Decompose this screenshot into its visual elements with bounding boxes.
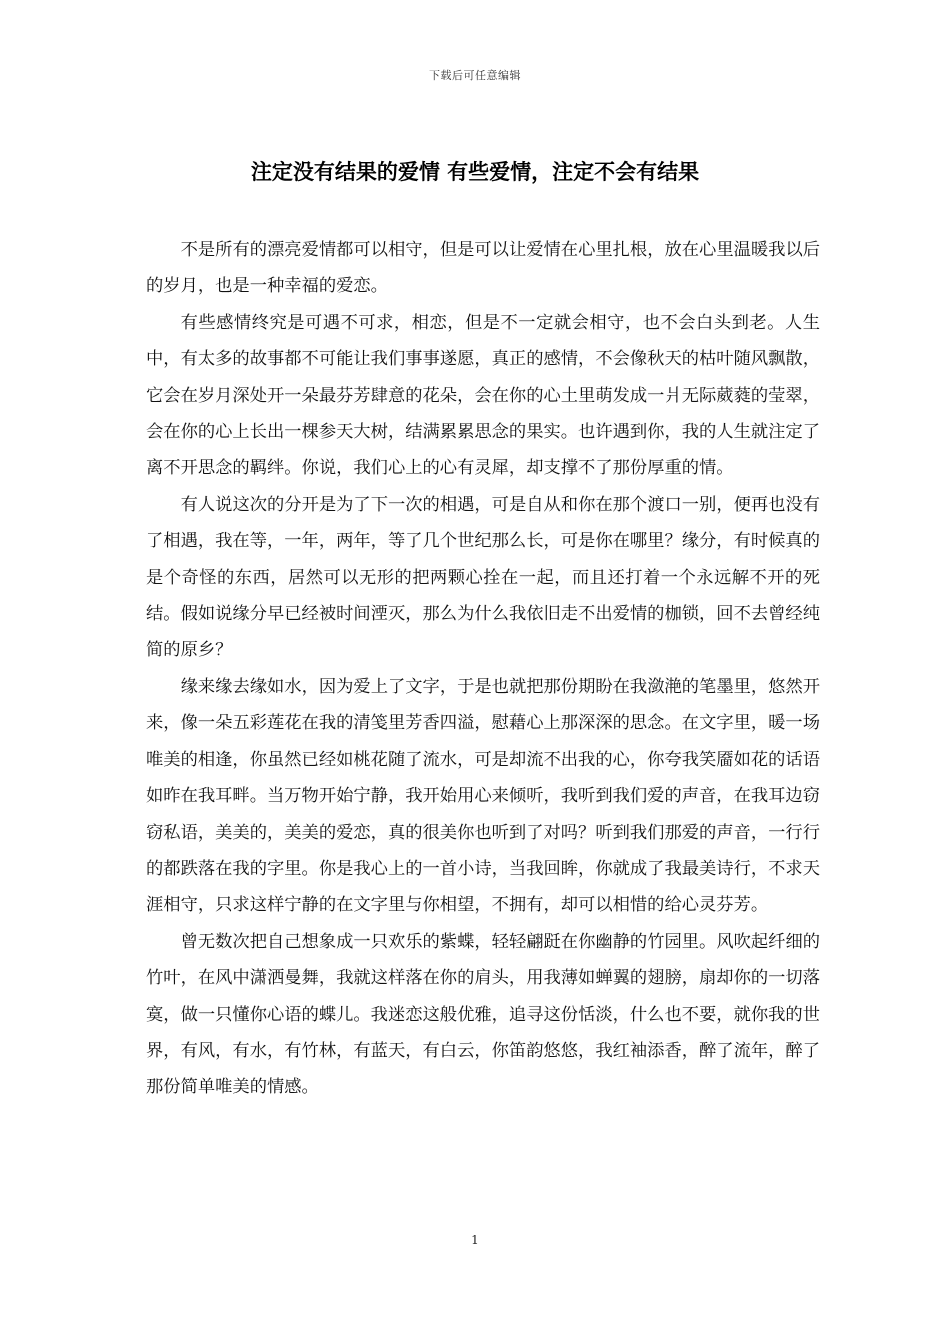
paragraph-2: 有些感情终究是可遇不可求，相恋，但是不一定就会相守，也不会白头到老。人生中，有太多的故事都不可能让我们事事遂愿，真正的感情，不会像秋天的枯叶随风飘散，它会在岁月深处开一朵最芬芳肆意的花朵，会在你的心土里萌发成一爿无际葳蕤的莹翠，会在你的心上长出一棵参天大树，结满累累思念的果实。也许遇到你，我的人生就注定了离不开思念的羁绊。你说，我们心上的心有灵犀，却支撑不了那份厚重的情。 xyxy=(146,312,820,479)
paragraph-3: 有人说这次的分开是为了下一次的相遇，可是自从和你在那个渡口一别，便再也没有了相遇，我在等，一年，两年，等了几个世纪那么长，可是你在哪里？缘分，有时候真的是个奇怪的东西，居然可以无形的把两颗心拴在一起，而且还打着一个永远解不开的死结。假如说缘分早已经被时间湮灭，那么为什么我依旧走不出爱情的枷锁，回不去曾经纯简的原乡？ xyxy=(146,494,821,661)
paragraph-5: 曾无数次把自己想象成一只欢乐的紫蝶，轻轻翩跹在你幽静的竹园里。风吹起纤细的竹叶，在风中潇洒曼舞，我就这样落在你的肩头，用我薄如蝉翼的翅膀，扇却你的一切落寞，做一只懂你心语的蝶儿。我迷恋这般优雅，追寻这份恬淡，什么也不要，就你我的世界，有风，有水，有竹林，有蓝天，有白云，你笛韵悠悠，我红袖添香，醉了流年，醉了那份简单唯美的情感。 xyxy=(146,931,821,1098)
paragraph-4: 缘来缘去缘如水，因为爱上了文字，于是也就把那份期盼在我潋滟的笔墨里，悠然开来，像一朵五彩莲花在我的清笺里芳香四溢，慰藉心上那深深的思念。在文字里，暖一场唯美的相逢，你虽然已经如桃花随了流水，可是却流不出我的心，你夸我笑靥如花的话语如昨在我耳畔。当万物开始宁静，我开始用心来倾听，我听到我们爱的声音，在我耳边窃窃私语，美美的，美美的爱恋，真的很美你也听到了对吗？听到我们那爱的声音，一行行的都跌落在我的字里。你是我心上的一首小诗，当我回眸，你就成了我最美诗行，不求天涯相守，只求这样宁静的在文字里与你相望，不拥有，却可以相惜的给心灵芬芳。 xyxy=(146,676,821,916)
header-note: 下载后可任意编辑 xyxy=(429,69,521,82)
document-body xyxy=(146,232,820,1106)
paragraph-1: 不是所有的漂亮爱情都可以相守，但是可以让爱情在心里扎根，放在心里温暖我以后的岁月，也是一种幸福的爱恋。 xyxy=(146,240,821,297)
page-number: 1 xyxy=(471,1233,479,1247)
document-title: 注定没有结果的爱情 有些爱情，注定不会有结果 xyxy=(250,159,700,184)
